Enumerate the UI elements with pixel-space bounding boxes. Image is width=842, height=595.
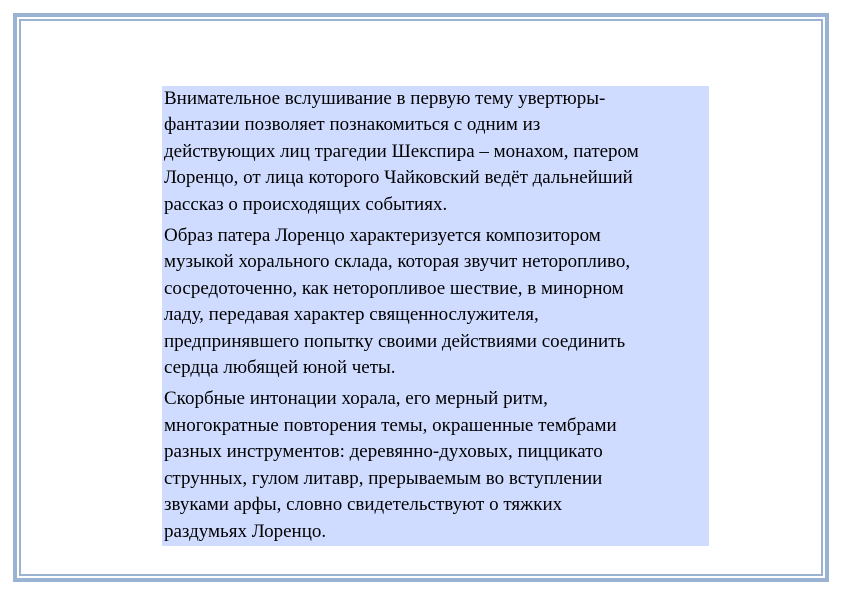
paragraph-2: Образ патера Лоренцо характеризуется композитором музыкой хорального склада, которая звучит неторопливо, сосредоточенно, как неторопливое шествие, в минорном ладу, передавая характер священнослужителя, предпринявшего попытку своими действиями соединить сердца любящей юной четы. xyxy=(164,225,631,379)
paragraph-1: Внимательное вслушивание в первую тему увертюры- фантазии позволяет познакомиться с одним из действующих лиц трагедии Шекспира – монахом, патером Лоренцо, от лица которого Чайковский ведёт дальнейший рассказ о происходящих событиях. xyxy=(164,88,639,215)
paragraph-3: Скорбные интонации хорала, его мерный ритм, многократные повторения темы, окрашенные тембрами разных инструментов: деревянно-духовых, пиццикато струнных, гулом литавр, прерываемым во вступлении звуками арфы, словно свидетельствуют о тяжких раздумьях Лоренцо. xyxy=(164,388,617,542)
text-box xyxy=(162,86,709,546)
